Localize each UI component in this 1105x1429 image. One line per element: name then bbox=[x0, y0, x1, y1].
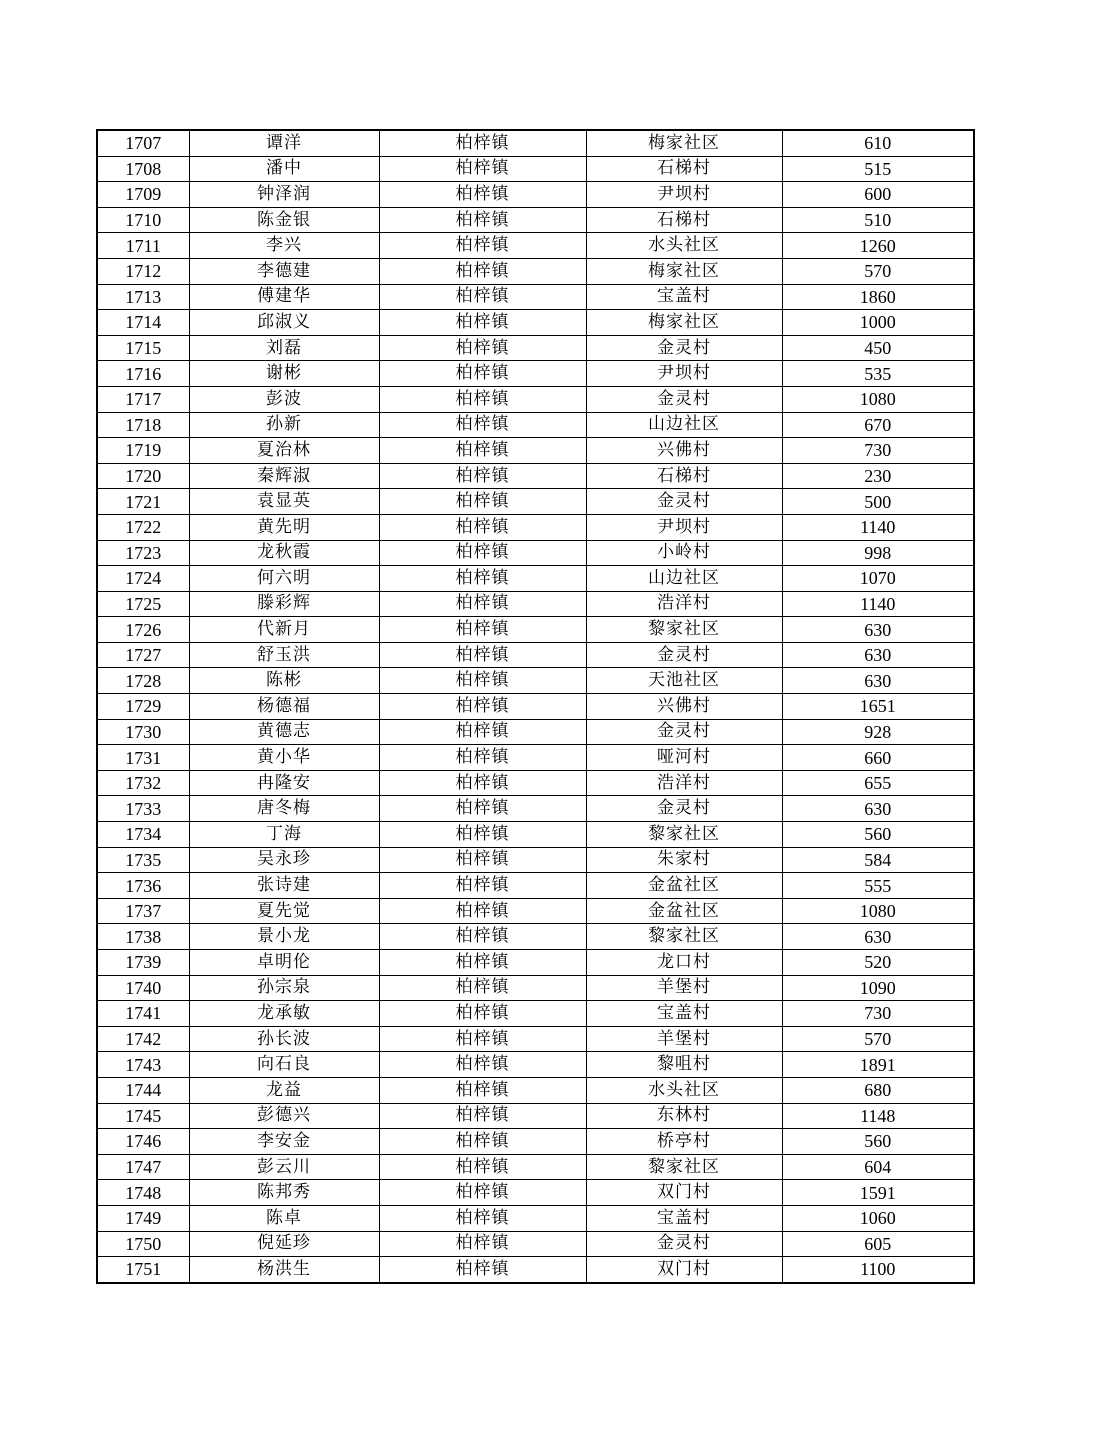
table-row bbox=[97, 463, 974, 489]
village-cell: 水头社区 bbox=[586, 233, 782, 259]
serial-number-cell: 1713 bbox=[97, 284, 189, 310]
person-name-cell: 丁海 bbox=[189, 822, 379, 848]
village-cell: 东林村 bbox=[586, 1103, 782, 1129]
amount-cell: 1591 bbox=[782, 1180, 974, 1206]
table-row bbox=[97, 1077, 974, 1103]
village-cell: 金盆社区 bbox=[586, 898, 782, 924]
table-row bbox=[97, 796, 974, 822]
amount-cell: 730 bbox=[782, 438, 974, 464]
village-cell: 石梯村 bbox=[586, 156, 782, 182]
town-cell: 柏梓镇 bbox=[379, 438, 586, 464]
serial-number-cell: 1708 bbox=[97, 156, 189, 182]
amount-cell: 998 bbox=[782, 540, 974, 566]
town-cell: 柏梓镇 bbox=[379, 361, 586, 387]
amount-cell: 1080 bbox=[782, 898, 974, 924]
table-row bbox=[97, 770, 974, 796]
serial-number-cell: 1736 bbox=[97, 873, 189, 899]
town-cell: 柏梓镇 bbox=[379, 770, 586, 796]
village-cell: 羊堡村 bbox=[586, 1026, 782, 1052]
village-cell: 尹坝村 bbox=[586, 361, 782, 387]
table-row bbox=[97, 386, 974, 412]
village-cell: 朱家村 bbox=[586, 847, 782, 873]
village-cell: 石梯村 bbox=[586, 463, 782, 489]
town-cell: 柏梓镇 bbox=[379, 207, 586, 233]
table-row bbox=[97, 412, 974, 438]
person-name-cell: 夏治林 bbox=[189, 438, 379, 464]
table-row bbox=[97, 1205, 974, 1231]
village-cell: 水头社区 bbox=[586, 1077, 782, 1103]
amount-cell: 730 bbox=[782, 1001, 974, 1027]
person-name-cell: 钟泽润 bbox=[189, 182, 379, 208]
table-row bbox=[97, 310, 974, 336]
serial-number-cell: 1714 bbox=[97, 310, 189, 336]
table-row bbox=[97, 719, 974, 745]
serial-number-cell: 1732 bbox=[97, 770, 189, 796]
serial-number-cell: 1718 bbox=[97, 412, 189, 438]
town-cell: 柏梓镇 bbox=[379, 796, 586, 822]
town-cell: 柏梓镇 bbox=[379, 745, 586, 771]
serial-number-cell: 1712 bbox=[97, 258, 189, 284]
serial-number-cell: 1723 bbox=[97, 540, 189, 566]
town-cell: 柏梓镇 bbox=[379, 284, 586, 310]
amount-cell: 584 bbox=[782, 847, 974, 873]
serial-number-cell: 1711 bbox=[97, 233, 189, 259]
table-row bbox=[97, 438, 974, 464]
amount-cell: 630 bbox=[782, 617, 974, 643]
serial-number-cell: 1720 bbox=[97, 463, 189, 489]
village-cell: 金灵村 bbox=[586, 719, 782, 745]
town-cell: 柏梓镇 bbox=[379, 1205, 586, 1231]
amount-cell: 630 bbox=[782, 796, 974, 822]
town-cell: 柏梓镇 bbox=[379, 1180, 586, 1206]
table-row bbox=[97, 668, 974, 694]
serial-number-cell: 1741 bbox=[97, 1001, 189, 1027]
serial-number-cell: 1745 bbox=[97, 1103, 189, 1129]
town-cell: 柏梓镇 bbox=[379, 1231, 586, 1257]
serial-number-cell: 1730 bbox=[97, 719, 189, 745]
records-table bbox=[96, 129, 975, 1284]
person-name-cell: 景小龙 bbox=[189, 924, 379, 950]
town-cell: 柏梓镇 bbox=[379, 898, 586, 924]
village-cell: 尹坝村 bbox=[586, 182, 782, 208]
town-cell: 柏梓镇 bbox=[379, 668, 586, 694]
village-cell: 哑河村 bbox=[586, 745, 782, 771]
village-cell: 石梯村 bbox=[586, 207, 782, 233]
village-cell: 双门村 bbox=[586, 1180, 782, 1206]
amount-cell: 928 bbox=[782, 719, 974, 745]
table-row bbox=[97, 1001, 974, 1027]
table-row bbox=[97, 335, 974, 361]
person-name-cell: 李德建 bbox=[189, 258, 379, 284]
serial-number-cell: 1727 bbox=[97, 642, 189, 668]
town-cell: 柏梓镇 bbox=[379, 258, 586, 284]
table-row bbox=[97, 873, 974, 899]
town-cell: 柏梓镇 bbox=[379, 514, 586, 540]
town-cell: 柏梓镇 bbox=[379, 642, 586, 668]
person-name-cell: 秦辉淑 bbox=[189, 463, 379, 489]
amount-cell: 535 bbox=[782, 361, 974, 387]
person-name-cell: 唐冬梅 bbox=[189, 796, 379, 822]
amount-cell: 1260 bbox=[782, 233, 974, 259]
town-cell: 柏梓镇 bbox=[379, 1154, 586, 1180]
village-cell: 梅家社区 bbox=[586, 310, 782, 336]
table-row bbox=[97, 924, 974, 950]
table-row bbox=[97, 540, 974, 566]
amount-cell: 1080 bbox=[782, 386, 974, 412]
serial-number-cell: 1746 bbox=[97, 1129, 189, 1155]
serial-number-cell: 1726 bbox=[97, 617, 189, 643]
table-row bbox=[97, 566, 974, 592]
village-cell: 天池社区 bbox=[586, 668, 782, 694]
person-name-cell: 张诗建 bbox=[189, 873, 379, 899]
table-row bbox=[97, 1154, 974, 1180]
amount-cell: 630 bbox=[782, 668, 974, 694]
serial-number-cell: 1737 bbox=[97, 898, 189, 924]
town-cell: 柏梓镇 bbox=[379, 975, 586, 1001]
town-cell: 柏梓镇 bbox=[379, 847, 586, 873]
village-cell: 小岭村 bbox=[586, 540, 782, 566]
amount-cell: 680 bbox=[782, 1077, 974, 1103]
serial-number-cell: 1731 bbox=[97, 745, 189, 771]
village-cell: 黎家社区 bbox=[586, 617, 782, 643]
table-row bbox=[97, 1026, 974, 1052]
serial-number-cell: 1709 bbox=[97, 182, 189, 208]
village-cell: 宝盖村 bbox=[586, 284, 782, 310]
person-name-cell: 孙新 bbox=[189, 412, 379, 438]
person-name-cell: 龙益 bbox=[189, 1077, 379, 1103]
village-cell: 金灵村 bbox=[586, 642, 782, 668]
town-cell: 柏梓镇 bbox=[379, 310, 586, 336]
table-row bbox=[97, 1231, 974, 1257]
town-cell: 柏梓镇 bbox=[379, 1077, 586, 1103]
village-cell: 黎家社区 bbox=[586, 924, 782, 950]
serial-number-cell: 1740 bbox=[97, 975, 189, 1001]
town-cell: 柏梓镇 bbox=[379, 950, 586, 976]
table-row bbox=[97, 617, 974, 643]
table-row bbox=[97, 822, 974, 848]
serial-number-cell: 1751 bbox=[97, 1257, 189, 1283]
table-row bbox=[97, 489, 974, 515]
village-cell: 浩洋村 bbox=[586, 591, 782, 617]
town-cell: 柏梓镇 bbox=[379, 463, 586, 489]
amount-cell: 1000 bbox=[782, 310, 974, 336]
serial-number-cell: 1728 bbox=[97, 668, 189, 694]
amount-cell: 555 bbox=[782, 873, 974, 899]
serial-number-cell: 1738 bbox=[97, 924, 189, 950]
village-cell: 梅家社区 bbox=[586, 258, 782, 284]
person-name-cell: 杨德福 bbox=[189, 694, 379, 720]
table-row bbox=[97, 233, 974, 259]
amount-cell: 500 bbox=[782, 489, 974, 515]
amount-cell: 630 bbox=[782, 924, 974, 950]
serial-number-cell: 1717 bbox=[97, 386, 189, 412]
table-row bbox=[97, 1103, 974, 1129]
amount-cell: 515 bbox=[782, 156, 974, 182]
town-cell: 柏梓镇 bbox=[379, 566, 586, 592]
table-row bbox=[97, 207, 974, 233]
serial-number-cell: 1747 bbox=[97, 1154, 189, 1180]
amount-cell: 604 bbox=[782, 1154, 974, 1180]
person-name-cell: 黄先明 bbox=[189, 514, 379, 540]
person-name-cell: 龙秋霞 bbox=[189, 540, 379, 566]
village-cell: 宝盖村 bbox=[586, 1205, 782, 1231]
person-name-cell: 陈彬 bbox=[189, 668, 379, 694]
town-cell: 柏梓镇 bbox=[379, 1052, 586, 1078]
amount-cell: 510 bbox=[782, 207, 974, 233]
person-name-cell: 彭云川 bbox=[189, 1154, 379, 1180]
amount-cell: 560 bbox=[782, 822, 974, 848]
village-cell: 金盆社区 bbox=[586, 873, 782, 899]
amount-cell: 1100 bbox=[782, 1257, 974, 1283]
person-name-cell: 龙承敏 bbox=[189, 1001, 379, 1027]
person-name-cell: 彭德兴 bbox=[189, 1103, 379, 1129]
town-cell: 柏梓镇 bbox=[379, 540, 586, 566]
table-row bbox=[97, 694, 974, 720]
person-name-cell: 吴永珍 bbox=[189, 847, 379, 873]
town-cell: 柏梓镇 bbox=[379, 719, 586, 745]
serial-number-cell: 1721 bbox=[97, 489, 189, 515]
serial-number-cell: 1716 bbox=[97, 361, 189, 387]
amount-cell: 605 bbox=[782, 1231, 974, 1257]
table-row bbox=[97, 514, 974, 540]
town-cell: 柏梓镇 bbox=[379, 489, 586, 515]
town-cell: 柏梓镇 bbox=[379, 233, 586, 259]
person-name-cell: 黄德志 bbox=[189, 719, 379, 745]
table-row bbox=[97, 361, 974, 387]
village-cell: 山边社区 bbox=[586, 412, 782, 438]
person-name-cell: 陈卓 bbox=[189, 1205, 379, 1231]
town-cell: 柏梓镇 bbox=[379, 822, 586, 848]
person-name-cell: 何六明 bbox=[189, 566, 379, 592]
person-name-cell: 袁显英 bbox=[189, 489, 379, 515]
person-name-cell: 傅建华 bbox=[189, 284, 379, 310]
serial-number-cell: 1733 bbox=[97, 796, 189, 822]
person-name-cell: 舒玉洪 bbox=[189, 642, 379, 668]
village-cell: 梅家社区 bbox=[586, 130, 782, 156]
amount-cell: 1140 bbox=[782, 514, 974, 540]
village-cell: 金灵村 bbox=[586, 386, 782, 412]
person-name-cell: 卓明伦 bbox=[189, 950, 379, 976]
amount-cell: 560 bbox=[782, 1129, 974, 1155]
amount-cell: 230 bbox=[782, 463, 974, 489]
serial-number-cell: 1715 bbox=[97, 335, 189, 361]
serial-number-cell: 1707 bbox=[97, 130, 189, 156]
village-cell: 金灵村 bbox=[586, 335, 782, 361]
village-cell: 羊堡村 bbox=[586, 975, 782, 1001]
amount-cell: 1148 bbox=[782, 1103, 974, 1129]
person-name-cell: 滕彩辉 bbox=[189, 591, 379, 617]
person-name-cell: 向石良 bbox=[189, 1052, 379, 1078]
amount-cell: 570 bbox=[782, 1026, 974, 1052]
amount-cell: 1651 bbox=[782, 694, 974, 720]
amount-cell: 1060 bbox=[782, 1205, 974, 1231]
person-name-cell: 彭波 bbox=[189, 386, 379, 412]
amount-cell: 1140 bbox=[782, 591, 974, 617]
serial-number-cell: 1750 bbox=[97, 1231, 189, 1257]
village-cell: 黎家社区 bbox=[586, 1154, 782, 1180]
amount-cell: 610 bbox=[782, 130, 974, 156]
person-name-cell: 杨洪生 bbox=[189, 1257, 379, 1283]
amount-cell: 630 bbox=[782, 642, 974, 668]
person-name-cell: 潘中 bbox=[189, 156, 379, 182]
village-cell: 黎咀村 bbox=[586, 1052, 782, 1078]
serial-number-cell: 1743 bbox=[97, 1052, 189, 1078]
person-name-cell: 黄小华 bbox=[189, 745, 379, 771]
serial-number-cell: 1739 bbox=[97, 950, 189, 976]
amount-cell: 660 bbox=[782, 745, 974, 771]
table-row bbox=[97, 156, 974, 182]
records-table-body bbox=[97, 130, 974, 1283]
village-cell: 山边社区 bbox=[586, 566, 782, 592]
person-name-cell: 倪延珍 bbox=[189, 1231, 379, 1257]
person-name-cell: 夏先觉 bbox=[189, 898, 379, 924]
table-row bbox=[97, 1180, 974, 1206]
village-cell: 金灵村 bbox=[586, 489, 782, 515]
amount-cell: 670 bbox=[782, 412, 974, 438]
village-cell: 尹坝村 bbox=[586, 514, 782, 540]
town-cell: 柏梓镇 bbox=[379, 130, 586, 156]
table-row bbox=[97, 182, 974, 208]
village-cell: 金灵村 bbox=[586, 1231, 782, 1257]
person-name-cell: 谭洋 bbox=[189, 130, 379, 156]
serial-number-cell: 1729 bbox=[97, 694, 189, 720]
person-name-cell: 孙长波 bbox=[189, 1026, 379, 1052]
serial-number-cell: 1742 bbox=[97, 1026, 189, 1052]
serial-number-cell: 1744 bbox=[97, 1077, 189, 1103]
table-row bbox=[97, 130, 974, 156]
town-cell: 柏梓镇 bbox=[379, 924, 586, 950]
table-row bbox=[97, 898, 974, 924]
village-cell: 黎家社区 bbox=[586, 822, 782, 848]
amount-cell: 600 bbox=[782, 182, 974, 208]
person-name-cell: 邱淑义 bbox=[189, 310, 379, 336]
serial-number-cell: 1734 bbox=[97, 822, 189, 848]
village-cell: 浩洋村 bbox=[586, 770, 782, 796]
village-cell: 兴佛村 bbox=[586, 694, 782, 720]
person-name-cell: 李安金 bbox=[189, 1129, 379, 1155]
amount-cell: 570 bbox=[782, 258, 974, 284]
person-name-cell: 李兴 bbox=[189, 233, 379, 259]
village-cell: 双门村 bbox=[586, 1257, 782, 1283]
amount-cell: 1891 bbox=[782, 1052, 974, 1078]
village-cell: 兴佛村 bbox=[586, 438, 782, 464]
table-row bbox=[97, 642, 974, 668]
serial-number-cell: 1725 bbox=[97, 591, 189, 617]
town-cell: 柏梓镇 bbox=[379, 617, 586, 643]
town-cell: 柏梓镇 bbox=[379, 1001, 586, 1027]
person-name-cell: 冉隆安 bbox=[189, 770, 379, 796]
serial-number-cell: 1710 bbox=[97, 207, 189, 233]
person-name-cell: 陈金银 bbox=[189, 207, 379, 233]
amount-cell: 1860 bbox=[782, 284, 974, 310]
town-cell: 柏梓镇 bbox=[379, 694, 586, 720]
serial-number-cell: 1722 bbox=[97, 514, 189, 540]
table-row bbox=[97, 847, 974, 873]
table-row bbox=[97, 258, 974, 284]
table-row bbox=[97, 950, 974, 976]
town-cell: 柏梓镇 bbox=[379, 1026, 586, 1052]
table-row bbox=[97, 975, 974, 1001]
table-row bbox=[97, 284, 974, 310]
person-name-cell: 谢彬 bbox=[189, 361, 379, 387]
amount-cell: 1090 bbox=[782, 975, 974, 1001]
town-cell: 柏梓镇 bbox=[379, 591, 586, 617]
amount-cell: 450 bbox=[782, 335, 974, 361]
town-cell: 柏梓镇 bbox=[379, 1103, 586, 1129]
serial-number-cell: 1735 bbox=[97, 847, 189, 873]
table-row bbox=[97, 1052, 974, 1078]
person-name-cell: 孙宗泉 bbox=[189, 975, 379, 1001]
table-row bbox=[97, 1129, 974, 1155]
village-cell: 龙口村 bbox=[586, 950, 782, 976]
town-cell: 柏梓镇 bbox=[379, 386, 586, 412]
table-row bbox=[97, 745, 974, 771]
town-cell: 柏梓镇 bbox=[379, 156, 586, 182]
village-cell: 金灵村 bbox=[586, 796, 782, 822]
town-cell: 柏梓镇 bbox=[379, 873, 586, 899]
table-row bbox=[97, 1257, 974, 1283]
serial-number-cell: 1724 bbox=[97, 566, 189, 592]
serial-number-cell: 1749 bbox=[97, 1205, 189, 1231]
village-cell: 宝盖村 bbox=[586, 1001, 782, 1027]
table-row bbox=[97, 591, 974, 617]
town-cell: 柏梓镇 bbox=[379, 335, 586, 361]
village-cell: 桥亭村 bbox=[586, 1129, 782, 1155]
serial-number-cell: 1748 bbox=[97, 1180, 189, 1206]
serial-number-cell: 1719 bbox=[97, 438, 189, 464]
town-cell: 柏梓镇 bbox=[379, 182, 586, 208]
amount-cell: 655 bbox=[782, 770, 974, 796]
person-name-cell: 陈邦秀 bbox=[189, 1180, 379, 1206]
town-cell: 柏梓镇 bbox=[379, 1257, 586, 1283]
amount-cell: 520 bbox=[782, 950, 974, 976]
amount-cell: 1070 bbox=[782, 566, 974, 592]
town-cell: 柏梓镇 bbox=[379, 1129, 586, 1155]
person-name-cell: 代新月 bbox=[189, 617, 379, 643]
person-name-cell: 刘磊 bbox=[189, 335, 379, 361]
town-cell: 柏梓镇 bbox=[379, 412, 586, 438]
